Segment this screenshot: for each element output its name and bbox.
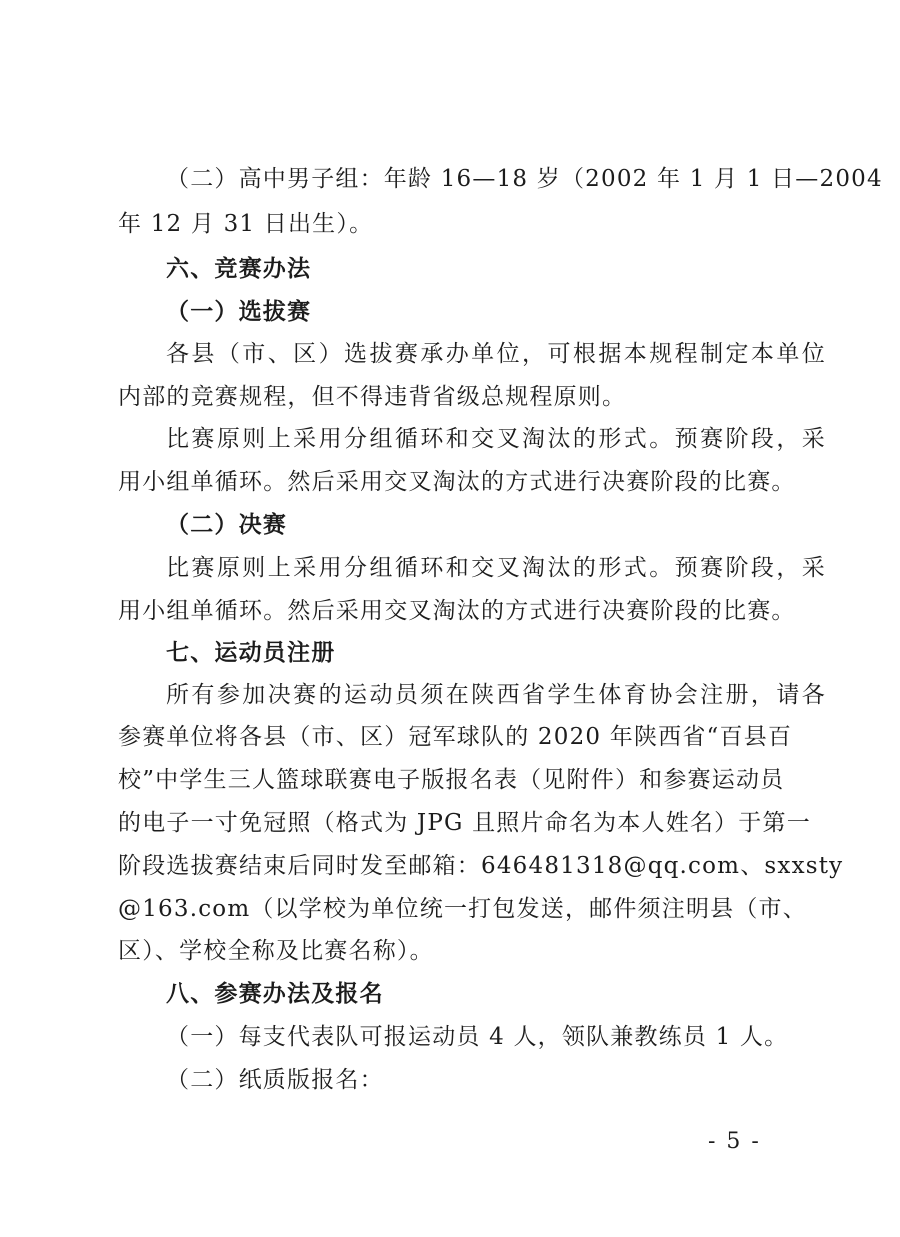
section-heading-competition-method: 六、竞赛办法	[166, 255, 312, 282]
paragraph-registration-line-5: 阶段选拔赛结束后同时发至邮箱：646481318@qq.com、sxxsty	[118, 853, 844, 879]
paragraph-final-format-line-1: 比赛原则上采用分组循环和交叉淘汰的形式。预赛阶段，采	[166, 555, 826, 581]
paragraph-final-format-line-2: 用小组单循环。然后采用交叉淘汰的方式进行决赛阶段的比赛。	[118, 598, 796, 624]
paragraph-selection-format-line-1: 比赛原则上采用分组循环和交叉淘汰的形式。预赛阶段，采	[166, 426, 826, 452]
paragraph-selection-format-line-2: 用小组单循环。然后采用交叉淘汰的方式进行决赛阶段的比赛。	[118, 469, 796, 495]
subheading-final-round: （二）决赛	[166, 511, 287, 538]
paragraph-registration-line-3: 校”中学生三人篮球联赛电子版报名表（见附件）和参赛运动员	[118, 767, 785, 793]
subheading-selection-round: （一）选拔赛	[166, 298, 312, 325]
paragraph-age-group-line-1: （二）高中男子组：年龄 16—18 岁（2002 年 1 月 1 日—2004	[166, 166, 883, 192]
paragraph-registration-line-7: 区）、学校全称及比赛名称）。	[118, 938, 434, 964]
paragraph-age-group-line-2: 年 12 月 31 日出生）。	[118, 211, 374, 237]
paragraph-registration-line-4: 的电子一寸免冠照（格式为 JPG 且照片命名为本人姓名）于第一	[118, 810, 811, 836]
paragraph-selection-host-line-1: 各县（市、区）选拔赛承办单位，可根据本规程制定本单位	[166, 341, 826, 367]
paragraph-registration-line-1: 所有参加决赛的运动员须在陕西省学生体育协会注册，请各	[166, 682, 826, 708]
paragraph-registration-line-2: 参赛单位将各县（市、区）冠军球队的 2020 年陕西省“百县百	[118, 724, 793, 750]
paragraph-paper-signup: （二）纸质版报名：	[166, 1067, 384, 1093]
paragraph-registration-line-6: @163.com（以学校为单位统一打包发送，邮件须注明县（市、	[118, 896, 807, 922]
page-number: - 5 -	[708, 1129, 761, 1154]
section-heading-athlete-registration: 七、运动员注册	[166, 639, 336, 666]
paragraph-team-size: （一）每支代表队可报运动员 4 人，领队兼教练员 1 人。	[166, 1024, 789, 1050]
section-heading-participation-signup: 八、参赛办法及报名	[166, 980, 384, 1007]
paragraph-selection-host-line-2: 内部的竞赛规程，但不得违背省级总规程原则。	[118, 384, 627, 410]
